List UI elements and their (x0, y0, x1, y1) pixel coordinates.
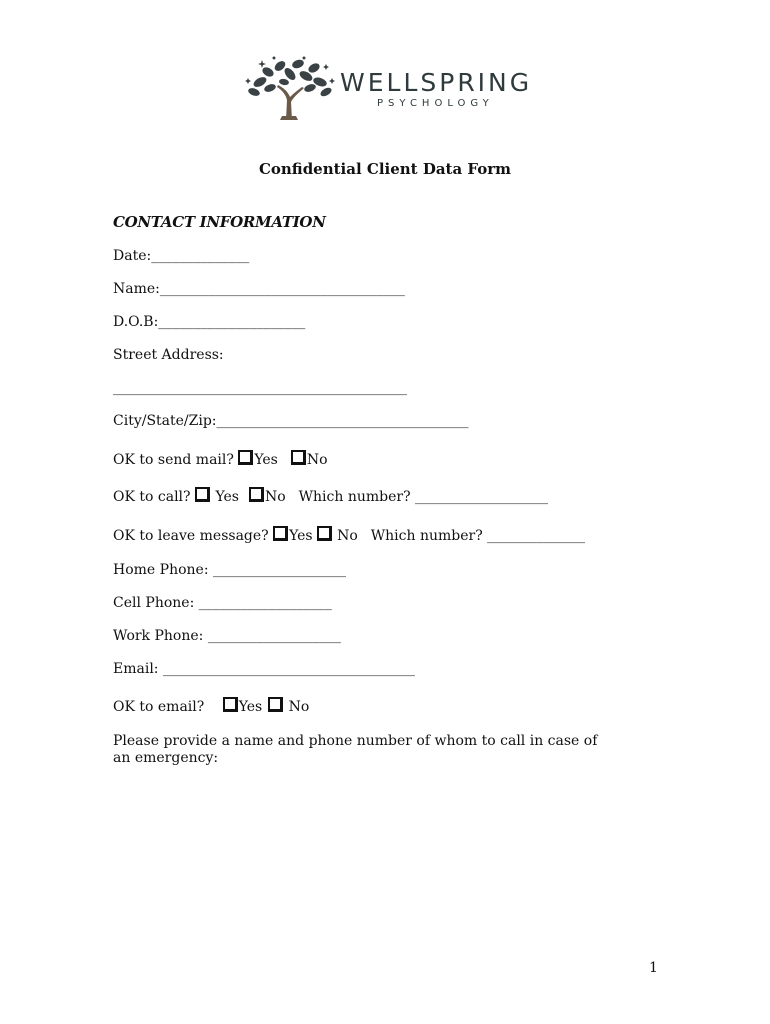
msg-yes-checkbox[interactable] (273, 526, 288, 541)
wellspring-logo (240, 52, 540, 122)
name-field[interactable]: Name:___________________________________ (113, 281, 405, 297)
email-no-checkbox[interactable] (268, 697, 283, 712)
form-title: Confidential Client Data Form (258, 160, 512, 178)
section-heading-contact: CONTACT INFORMATION (113, 213, 326, 231)
email-field[interactable]: Email: ____________________________________ (113, 661, 415, 677)
logo-sub-text: PSYCHOLOGY (377, 98, 494, 109)
email-yes-label: Yes (238, 699, 263, 715)
ok-leave-message-label: OK to leave message? (113, 528, 274, 544)
mail-no-label: No (306, 452, 328, 468)
city-state-zip-field[interactable]: City/State/Zip:____________________________________ (113, 413, 469, 429)
mail-yes-checkbox[interactable] (238, 450, 253, 465)
call-yes-label: Yes (211, 489, 239, 505)
call-yes-checkbox[interactable] (195, 487, 210, 502)
home-phone-field[interactable]: Home Phone: ___________________ (113, 562, 346, 578)
ok-email-row (113, 697, 309, 716)
ok-email-label: OK to email? (113, 699, 209, 715)
date-field[interactable]: Date:______________ (113, 248, 250, 264)
work-phone-field[interactable]: Work Phone: ___________________ (113, 628, 341, 644)
street-address-label: Street Address: (113, 347, 224, 363)
tree-logo-icon (240, 54, 338, 122)
email-no-label: No (284, 699, 310, 715)
msg-which-number-field[interactable]: Which number? ______________ (370, 528, 586, 544)
dob-field[interactable]: D.O.B:_____________________ (113, 314, 306, 330)
ok-call-row (113, 487, 548, 506)
ok-call-label: OK to call? (113, 489, 195, 505)
mail-yes-label: Yes (254, 452, 278, 468)
msg-yes-label: Yes (289, 528, 313, 544)
msg-no-checkbox[interactable] (317, 526, 332, 541)
call-which-number-field[interactable]: Which number? ___________________ (298, 489, 549, 505)
street-address-field[interactable]: __________________________________________ (113, 380, 407, 396)
ok-send-mail-row (113, 450, 328, 469)
ok-leave-message-row (113, 526, 585, 545)
page-number: 1 (649, 960, 658, 976)
logo-brand-text: WELLSPRING (340, 68, 533, 97)
emergency-contact-prompt: Please provide a name and phone number of whom to call in case of an emergency: (113, 733, 598, 766)
mail-no-checkbox[interactable] (291, 450, 306, 465)
call-no-checkbox[interactable] (249, 487, 264, 502)
ok-send-mail-label: OK to send mail? (113, 452, 239, 468)
cell-phone-field[interactable]: Cell Phone: ___________________ (113, 595, 332, 611)
email-yes-checkbox[interactable] (223, 697, 238, 712)
call-no-label: No (264, 489, 286, 505)
msg-no-label: No (332, 528, 358, 544)
